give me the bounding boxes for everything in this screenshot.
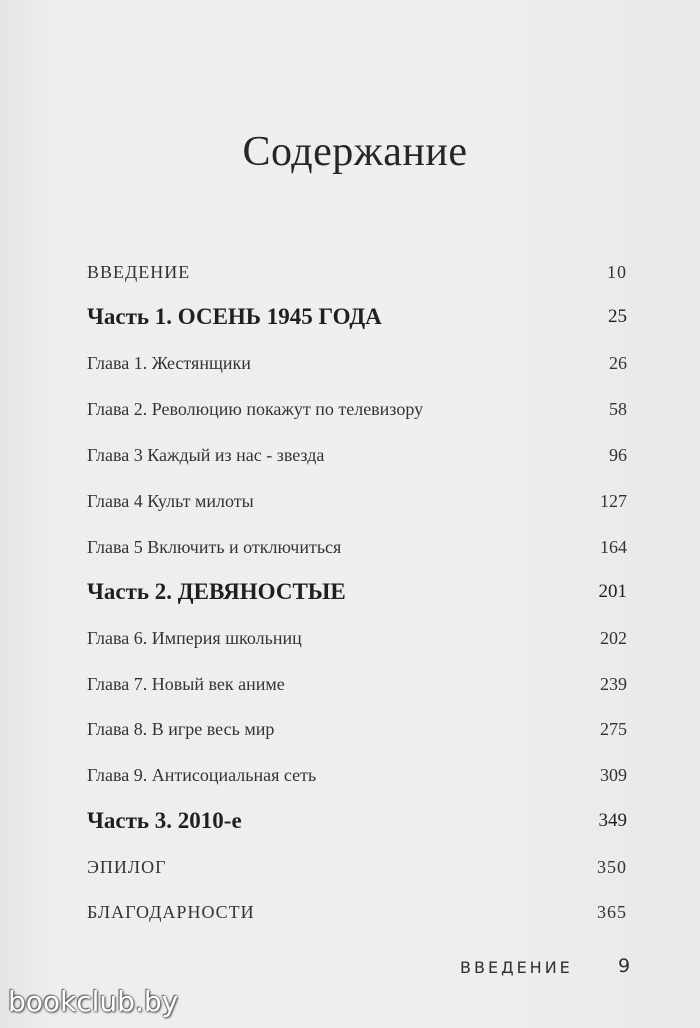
page-title: Содержание bbox=[242, 129, 468, 175]
toc-entry-page: 201 bbox=[598, 581, 627, 602]
toc-entry bbox=[87, 892, 627, 932]
toc-entry-title: Глава 3 Каждый из нас - звезда bbox=[87, 445, 325, 465]
toc-entry-page: 349 bbox=[598, 810, 627, 831]
running-footer-page-number: 9 bbox=[618, 955, 631, 977]
toc-entry bbox=[87, 389, 627, 429]
toc-entry-title: ЭПИЛОГ bbox=[87, 857, 167, 877]
toc-entry bbox=[87, 527, 627, 567]
toc-entry-page: 10 bbox=[607, 262, 627, 282]
toc-entry bbox=[87, 847, 627, 887]
toc-entry-title: Глава 9. Антисоциальная сеть bbox=[87, 765, 317, 785]
toc-entry-page: 309 bbox=[600, 765, 627, 785]
toc-entry-page: 58 bbox=[609, 399, 627, 419]
toc-entry-title: Глава 8. В игре весь мир bbox=[87, 719, 275, 739]
toc-entry-title: БЛАГОДАРНОСТИ bbox=[87, 902, 255, 922]
toc-entry bbox=[87, 252, 627, 292]
toc-entry bbox=[87, 481, 627, 521]
toc-entry-title: Глава 1. Жестянщики bbox=[87, 353, 251, 373]
toc-entry-title: Часть 3. 2010-е bbox=[87, 808, 242, 833]
toc-entry-title: Часть 2. ДЕВЯНОСТЫЕ bbox=[87, 579, 346, 604]
toc-entry-page: 202 bbox=[600, 628, 627, 648]
toc-entry-page: 26 bbox=[609, 353, 627, 373]
toc-entry-title: Часть 1. ОСЕНЬ 1945 ГОДА bbox=[87, 304, 382, 329]
toc-entry-title: Глава 7. Новый век аниме bbox=[87, 674, 285, 694]
toc-entry-page: 239 bbox=[600, 674, 627, 694]
toc-entry-title: Глава 6. Империя школьниц bbox=[87, 628, 302, 648]
toc-entry bbox=[87, 343, 627, 383]
toc-entry-page: 25 bbox=[608, 306, 627, 327]
toc-entry bbox=[87, 618, 627, 658]
toc-entry-page: 365 bbox=[597, 902, 627, 922]
toc-entry-page: 127 bbox=[600, 491, 627, 511]
watermark-logo: bookclub.by bbox=[8, 985, 179, 1018]
toc-entry-page: 96 bbox=[609, 445, 627, 465]
toc-entry bbox=[87, 755, 627, 795]
toc-entry-title: Глава 4 Культ милоты bbox=[87, 491, 254, 511]
toc-entry-page: 350 bbox=[597, 857, 627, 877]
toc-entry bbox=[87, 572, 627, 612]
toc-entry bbox=[87, 801, 627, 841]
toc-entry-page: 164 bbox=[600, 537, 627, 557]
toc-entry-title: Глава 2. Революцию покажут по телевизору bbox=[87, 399, 424, 419]
toc-entry bbox=[87, 435, 627, 475]
toc-entry-title: Глава 5 Включить и отключиться bbox=[87, 537, 342, 557]
toc-entry-title: ВВЕДЕНИЕ bbox=[87, 262, 191, 282]
toc-entry bbox=[87, 709, 627, 749]
toc-entry-page: 275 bbox=[600, 719, 627, 739]
running-footer-section: ВВЕДЕНИЕ bbox=[460, 958, 573, 977]
toc-entry bbox=[87, 297, 627, 337]
toc-entry bbox=[87, 664, 627, 704]
